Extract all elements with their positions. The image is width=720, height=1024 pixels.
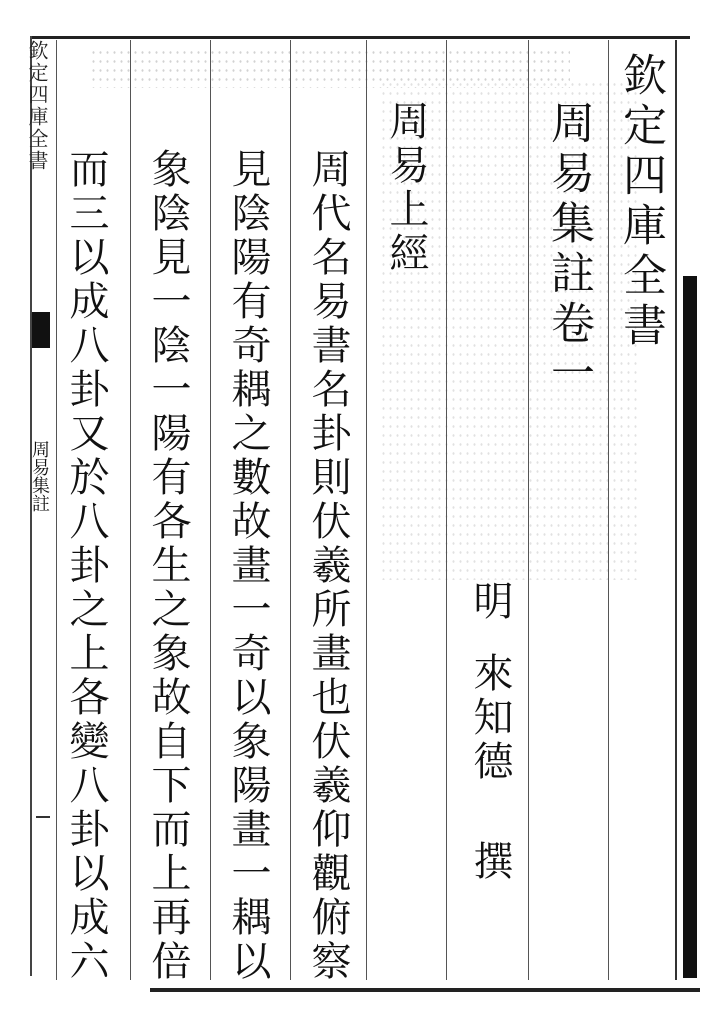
frame-bottom-border	[150, 988, 700, 992]
body-column-1: 周代名易書名卦則伏羲所畫也伏羲仰觀俯察	[305, 148, 351, 984]
column-rule	[446, 40, 447, 980]
frame-right-border	[675, 40, 677, 980]
column-rule	[366, 40, 367, 980]
frame-right-thick-border	[683, 276, 697, 978]
margin-book-title: 欽定四庫全書	[25, 40, 49, 172]
column-rule	[210, 40, 211, 980]
body-column-2: 見陰陽有奇耦之數故畫一奇以象陽畫一耦以	[225, 148, 271, 984]
column-rule	[528, 40, 529, 980]
margin-short-title: 周易集註	[29, 440, 50, 512]
margin-fishtail-mark	[32, 312, 50, 348]
frame-top-border	[30, 36, 690, 39]
column-rule	[56, 40, 57, 980]
column-rule	[290, 40, 291, 980]
body-column-3: 象陰見一陰一陽有各生之象故自下而上再倍	[145, 148, 191, 984]
body-column-4: 而三以成八卦又於八卦之上各變八卦以成六	[63, 148, 109, 984]
collection-title: 欽定四庫全書	[615, 52, 666, 352]
author-role: 撰	[467, 840, 513, 884]
section-title: 周易上經	[383, 100, 429, 276]
volume-title: 周易集註卷一	[543, 100, 594, 400]
margin-page-tick	[36, 816, 50, 818]
author-dynasty: 明	[467, 580, 513, 624]
column-rule	[130, 40, 131, 980]
column-rule	[608, 40, 609, 980]
author-name: 來知德	[467, 652, 513, 784]
